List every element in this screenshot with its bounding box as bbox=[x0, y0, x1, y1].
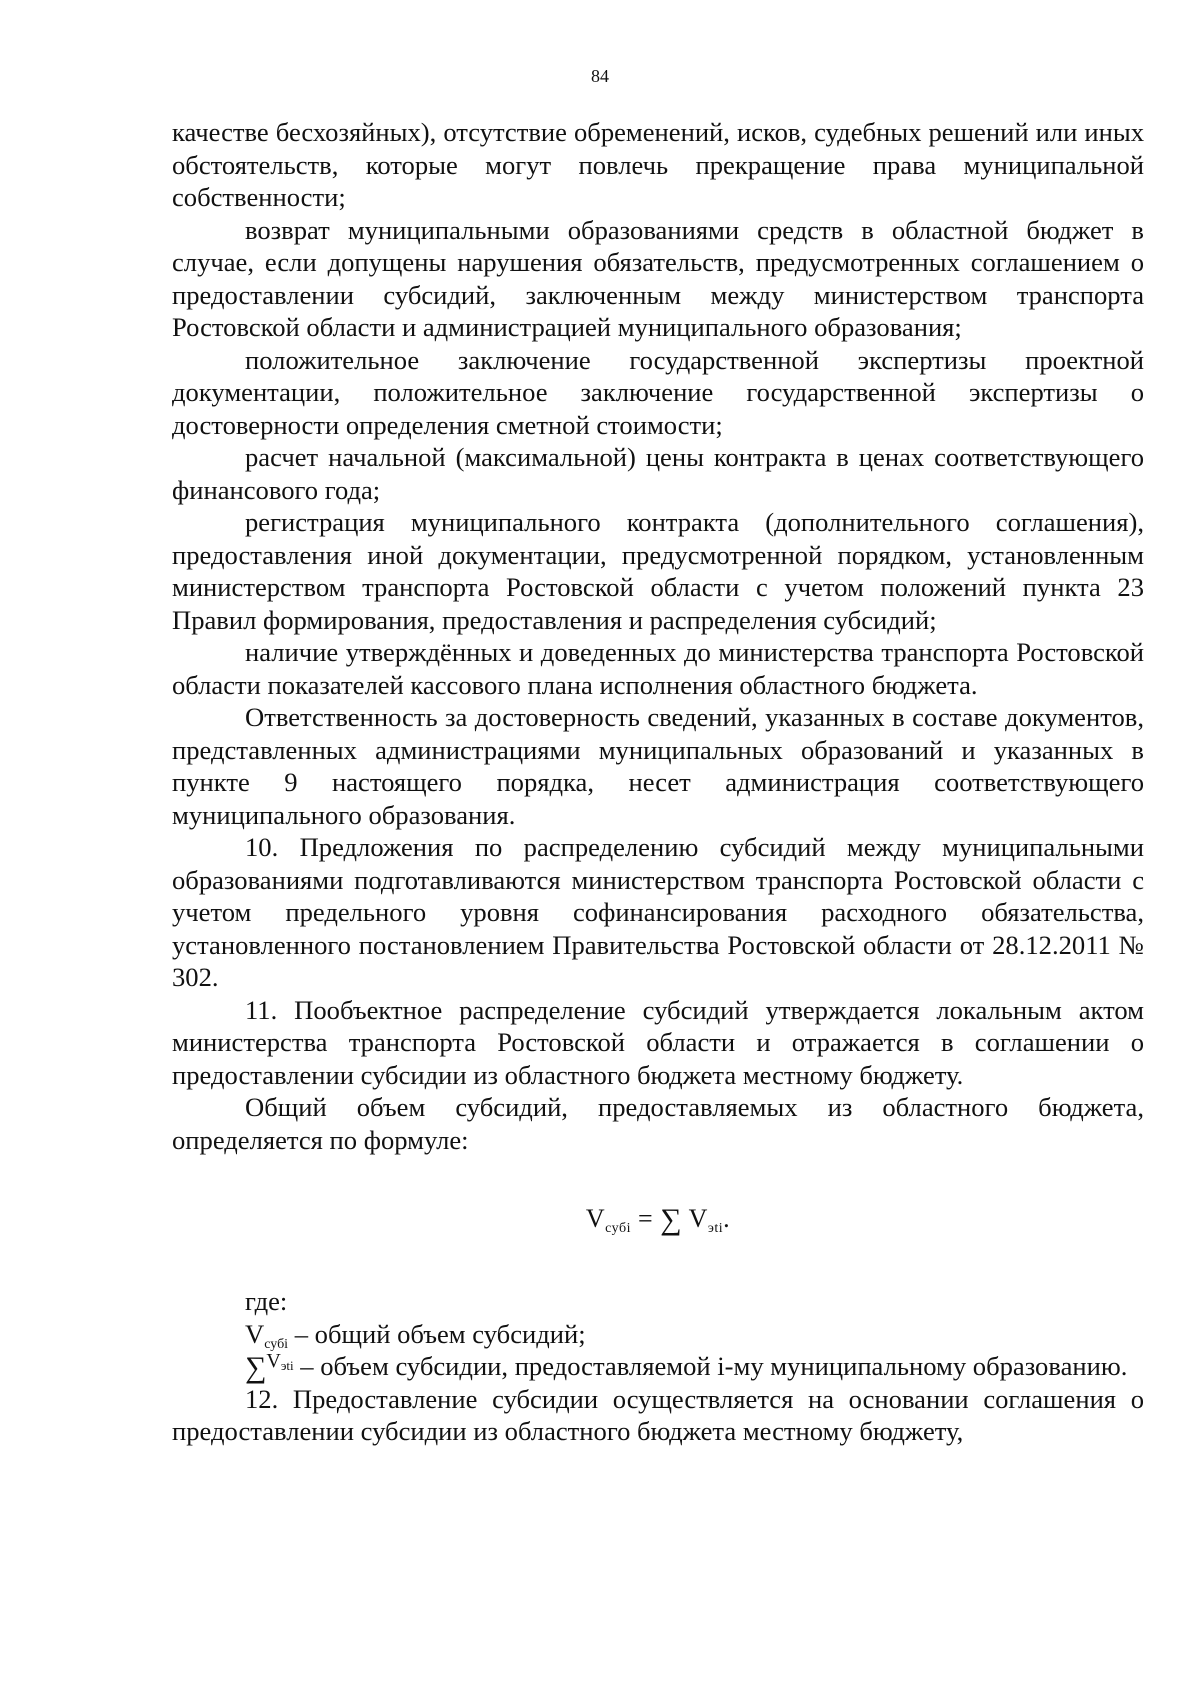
paragraph: положительное заключение государственной экспертизы проектной документации, положительное заключение государственной экспертизы о достоверности определения сметной стоимости; bbox=[172, 344, 1144, 440]
document-body bbox=[172, 116, 1144, 1448]
formula-rhs-var: V bbox=[688, 1204, 708, 1233]
def1-text: – общий объем субсидий; bbox=[288, 1318, 586, 1349]
formula bbox=[172, 1202, 1144, 1235]
paragraph: регистрация муниципального контракта (дополнительного соглашения), предоставления иной документации, предусмотренной порядком, установленным министерством транспорта Ростовской области с учетом положений пункта 23 Правил формирования, предоставления и распределения субсидий; bbox=[172, 507, 1144, 635]
paragraph: качестве бесхозяйных), отсутствие обременений, исков, судебных решений или иных обстоятельств, которые могут повлечь прекращение права муниципальной собственности; bbox=[172, 117, 1144, 212]
sigma-symbol: ∑ bbox=[660, 1203, 683, 1236]
formula-end: . bbox=[723, 1204, 731, 1233]
def1-var: V bbox=[245, 1318, 265, 1349]
paragraph: 10. Предложения по распределению субсидий между муниципальными образованиями подготавливаются министерством транспорта Ростовской области с учетом предельного уровня софинансирования расходного обязательства, установленного постановлением Правительства Ростовской области от 28.12.2011 № 302. bbox=[172, 832, 1144, 992]
def2-var: V bbox=[266, 1350, 281, 1372]
paragraph: 11. Пообъектное распределение субсидий утверждается локальным актом министерства транспорта Ростовской области и отражается в соглашении о предоставлении субсидии из областного бюджета местному бюджету. bbox=[172, 994, 1144, 1090]
formula-equals: = bbox=[637, 1204, 654, 1233]
formula-rhs-sub: эti bbox=[707, 1221, 724, 1236]
page-number: 84 bbox=[591, 66, 609, 86]
paragraph-group bbox=[172, 116, 1144, 1156]
where-label: где: bbox=[245, 1286, 288, 1316]
def1-sub: субi bbox=[264, 1336, 289, 1352]
paragraph: наличие утверждённых и доведенных до министерства транспорта Ростовской области показателей кассового плана исполнения областного бюджета. bbox=[172, 637, 1144, 700]
formula-lhs-var: V bbox=[585, 1204, 606, 1233]
paragraph: Ответственность за достоверность сведений, указанных в составе документов, представленных администрациями муниципальных образований и указанных в пункте 9 настоящего порядка, несет администрация соответствующего муниципального образования. bbox=[172, 702, 1144, 830]
formula-lhs-sub: субi bbox=[605, 1221, 631, 1236]
def2-sub: эti bbox=[280, 1358, 294, 1373]
paragraph: возврат муниципальными образованиями средств в областной бюджет в случае, если допущены нарушения обязательств, предусмотренных соглашением о предоставлении субсидий, заключенным между министерством транспорта Ростовской области и администрацией муниципального образования; bbox=[172, 214, 1144, 342]
paragraph: расчет начальной (максимальной) цены контракта в ценах соответствующего финансового года; bbox=[172, 442, 1144, 505]
definition-subsidy bbox=[172, 1350, 1144, 1383]
definition-total bbox=[172, 1318, 1144, 1351]
def2-text: – объем субсидии, предоставляемой i-му муниципальному образованию. bbox=[293, 1351, 1128, 1381]
paragraph: Общий объем субсидий, предоставляемых из областного бюджета, определяется по формуле: bbox=[172, 1092, 1144, 1155]
def2-sigma: ∑ bbox=[245, 1351, 267, 1384]
paragraph-12: 12. Предоставление субсидии осуществляется на основании соглашения о предоставлении субсидии из областного бюджета местному бюджету, bbox=[172, 1383, 1144, 1446]
